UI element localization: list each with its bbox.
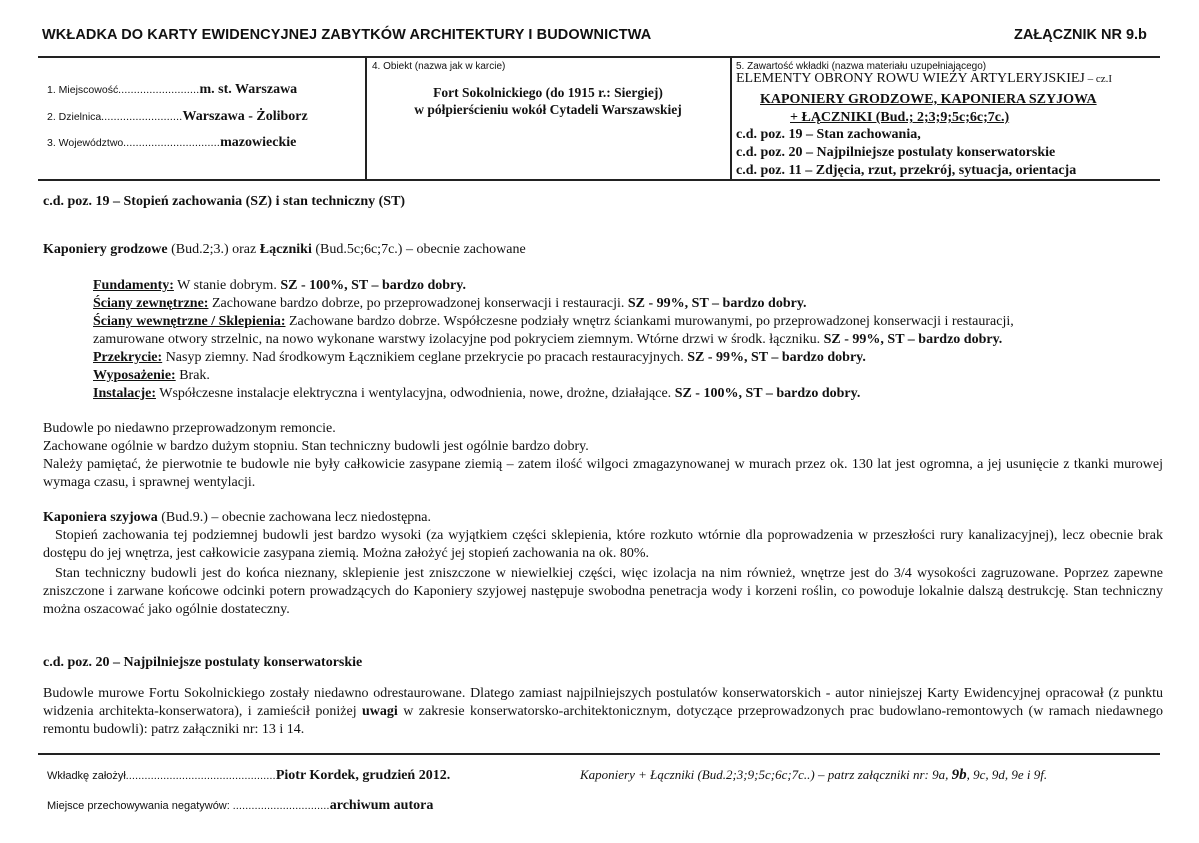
instalacje-row <box>93 385 860 403</box>
author-value: Piotr Kordek, grudzień 2012. <box>275 768 451 783</box>
instalacje-label: Instalacje: <box>93 386 156 401</box>
contents-line-4: c.d. poz. 19 – Stan zachowania, <box>736 127 921 142</box>
fundamenty-text: W stanie dobrym. <box>173 278 281 293</box>
kaponiery-mid: (Bud.2;3.) oraz <box>167 242 260 257</box>
author-label: Wkładkę założył <box>47 770 126 782</box>
wyposazenie-label: Wyposażenie: <box>93 368 176 383</box>
sciany-wewnetrzne-text-1: Zachowane bardzo dobrze. Współczesne podziały wnętrz ściankami murowanymi, po przeprowadzonej konserwacji i restauracji, <box>285 314 1014 329</box>
kaponiery-grodzowe-heading <box>43 241 526 259</box>
sciany-wewnetrzne-row <box>93 313 1014 331</box>
negatives-value: archiwum autora <box>329 798 434 813</box>
sciany-zewnetrzne-label: Ściany zewnętrzne: <box>93 296 209 311</box>
section-20-text-a: Budowle murowe Fortu Sokolnickiego zostały niedawno odrestaurowane. Dlatego zamiast najpilniejszych postulatów konserwatorskich - autor niniejszej Karty Ewidencyjnej opracował (z punktu widzenia architekta-konserwatora), i zamieścił poniżej <box>43 686 1163 719</box>
section-20-text-b: w zakresie konserwatorsko-architektonicznym, dotyczące przeprowadzonych prac budowlano-remontowych (w ramach niedawnego remontu budowli): patrz załączniki nr: 13 i 14. <box>43 704 1163 737</box>
object-name <box>366 84 730 118</box>
przekrycie-row <box>93 349 866 367</box>
contents-line-1-text: ELEMENTY OBRONY ROWU WIEŻY ARTYLERYJSKIEJ <box>736 71 1085 86</box>
contents-line-1 <box>736 71 1112 87</box>
kaponiera-szyjowa-heading <box>43 509 431 527</box>
dzielnica-label: 2. Dzielnica <box>47 111 102 123</box>
contents-line-2: KAPONIERY GRODZOWE, KAPONIERA SZYJOWA <box>760 92 1097 107</box>
contents-line-6: c.d. poz. 11 – Zdjęcia, rzut, przekrój, sytuacja, orientacja <box>736 163 1077 178</box>
fundamenty-row <box>93 277 466 295</box>
wojewodztwo-label: 3. Województwo <box>47 137 124 149</box>
field-dzielnica <box>47 107 308 125</box>
footer-author <box>47 766 450 784</box>
szyjowa-paragraph-1: Stopień zachowania tej podziemnej budowli jest bardzo wysoki (za wyjątkiem części sklepienia, które rozkuto wtórnie dla poprowadzenia w przeszłości rury kanalizacyjnej), lecz obecnie brak dostępu do jej wnętrza, jest całkowicie zasypana ziemią. Można założyć jej stopień zachowania na ok. 80%. <box>43 528 1163 561</box>
negatives-label: Miejsce przechowywania negatywów: <box>47 800 233 812</box>
object-label: 4. Obiekt (nazwa jak w karcie) <box>372 61 506 72</box>
top-box-border <box>38 56 1160 58</box>
szyjowa-title: Kaponiera szyjowa <box>43 510 158 525</box>
summary-line-2: Zachowane ogólnie w bardzo dużym stopniu. Stan techniczny budowli jest ogólnie bardzo dobry. <box>43 439 589 454</box>
sciany-zewnetrzne-row <box>93 295 807 313</box>
sciany-wewnetrzne-text-2: zamurowane otwory strzelnic, na nowo wykonane warstwy izolacyjne pod pokryciem ziemnym. Wtórne drzwi w środk. łączniku. <box>93 332 824 347</box>
dots: .......................... <box>101 112 183 123</box>
field-miejscowosc <box>47 80 297 98</box>
footer-reference <box>580 767 1047 784</box>
footer-negatives <box>47 796 433 814</box>
przekrycie-label: Przekrycie: <box>93 350 163 365</box>
contents-line-3: + ŁĄCZNIKI (Bud.; 2;3;9;5c;6c;7c.) <box>790 110 1010 125</box>
contents-line-1-suffix: – cz.I <box>1084 73 1113 85</box>
box-divider-1 <box>365 56 367 180</box>
miejscowosc-value: m. st. Warszawa <box>199 82 298 97</box>
miejscowosc-label: 1. Miejscowość <box>47 84 119 96</box>
instalacje-text: Współczesne instalacje elektryczna i wentylacyjna, odwodnienia, nowe, drożne, działające. <box>156 386 675 401</box>
footer-divider <box>38 753 1160 755</box>
sciany-wewnetrzne-label: Ściany wewnętrzne / Sklepienia: <box>93 314 286 329</box>
wojewodztwo-value: mazowieckie <box>220 135 297 150</box>
attachment-number: ZAŁĄCZNIK NR 9.b <box>1014 27 1147 43</box>
contents-label: 5. Zawartość wkładki (nazwa materiału uzupełniającego) <box>736 61 987 72</box>
reference-highlight: 9b <box>951 767 967 783</box>
box-divider-2 <box>730 56 732 180</box>
dots: ............................... <box>232 801 330 812</box>
fundamenty-label: Fundamenty: <box>93 278 174 293</box>
section-20-heading: c.d. poz. 20 – Najpilniejsze postulaty konserwatorskie <box>43 655 363 670</box>
summary-line-3: Należy pamiętać, że pierwotnie te budowle nie były całkowicie zasypane ziemią – zatem ilość wilgoci zmagazynowanej w murach przez ok. 130 lat jest ogromna, a jej usunięcie z tkanki murowej wymaga czasu, i sprawnej wentylacji. <box>43 457 1163 490</box>
object-line-1: Fort Sokolnickiego (do 1915 r.: Siergiej) <box>433 85 663 100</box>
document-title: WKŁADKA DO KARTY EWIDENCYJNEJ ZABYTKÓW ARCHITEKTURY I BUDOWNICTWA <box>42 27 652 43</box>
fundamenty-rating: SZ - 100%, ST – bardzo dobry. <box>280 278 466 293</box>
sciany-zewnetrzne-rating: SZ - 99%, ST – bardzo dobry. <box>627 296 807 311</box>
dots: ................................................ <box>125 771 276 782</box>
kaponiery-title: Kaponiery grodzowe <box>43 242 168 257</box>
summary-line-1: Budowle po niedawno przeprowadzonym remoncie. <box>43 421 336 436</box>
contents-line-5: c.d. poz. 20 – Najpilniejsze postulaty konserwatorskie <box>736 145 1056 160</box>
przekrycie-text: Nasyp ziemny. Nad środkowym Łącznikiem ceglane przekrycie po pracach restauracyjnych. <box>162 350 688 365</box>
sciany-zewnetrzne-text: Zachowane bardzo dobrze, po przeprowadzonej konserwacji i restauracji. <box>208 296 628 311</box>
przekrycie-rating: SZ - 99%, ST – bardzo dobry. <box>687 350 866 365</box>
instalacje-rating: SZ - 100%, ST – bardzo dobry. <box>674 386 861 401</box>
dots: ............................... <box>123 138 221 149</box>
section-19-heading: c.d. poz. 19 – Stopień zachowania (SZ) i stan techniczny (ST) <box>43 194 406 209</box>
dzielnica-value: Warszawa - Żoliborz <box>182 109 308 124</box>
kaponiery-tail: (Bud.5c;6c;7c.) – obecnie zachowane <box>311 242 526 257</box>
object-line-2: w półpierścieniu wokół Cytadeli Warszawskiej <box>414 102 682 117</box>
reference-text-c: , 9c, 9d, 9e i 9f. <box>966 767 1048 782</box>
szyjowa-tail: (Bud.9.) – obecnie zachowana lecz niedostępna. <box>157 510 431 525</box>
bottom-box-border <box>38 179 1160 181</box>
szyjowa-paragraph-2: Stan techniczny budowli jest do końca nieznany, sklepienie jest zniszczone w niewielkiej części, więc izolacja na nim również, wnętrze jest do 3/4 wysokości zagruzowane. Poprzez zapewne zniszczone i zarwane końcowe odcinki potern prowadzących do Kaponiery szyjowej następuje swobodna penetracja wody i korzeni roślin, co powoduje lokalnie dalszą destrukcję. Stan techniczny można oszacować jako ogólnie dostateczny. <box>43 566 1163 617</box>
section-20-text-bold: uwagi <box>362 704 398 719</box>
field-wojewodztwo <box>47 133 296 151</box>
section-20-text <box>43 685 1163 739</box>
sciany-wewnetrzne-row-2 <box>93 331 1002 349</box>
reference-text-a: Kaponiery + Łączniki (Bud.2;3;9;5c;6c;7c..) – patrz załączniki nr: 9a, <box>580 767 952 782</box>
laczniki-title: Łączniki <box>259 242 312 257</box>
dots: .......................... <box>118 85 200 96</box>
sciany-wewnetrzne-rating: SZ - 99%, ST – bardzo dobry. <box>823 332 1003 347</box>
wyposazenie-text: Brak. <box>175 368 210 383</box>
wyposazenie-row <box>93 367 210 385</box>
